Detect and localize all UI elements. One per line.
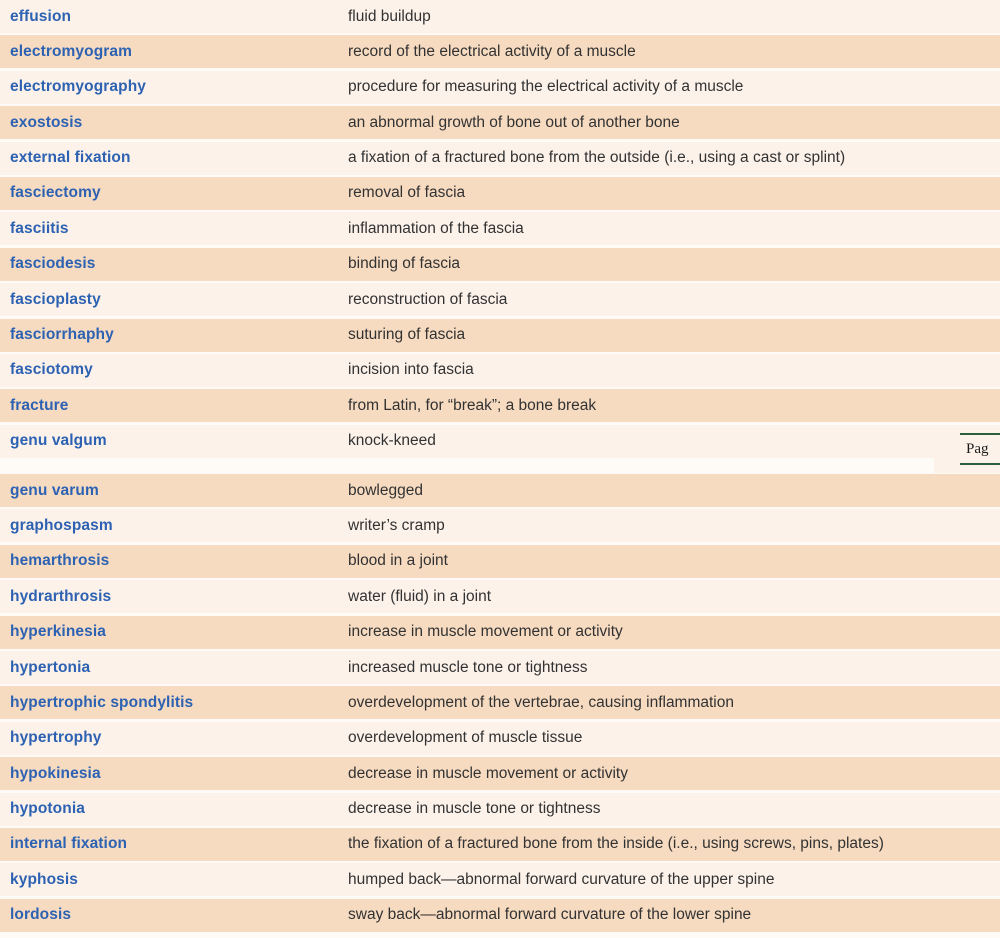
glossary-definition: water (fluid) in a joint bbox=[348, 587, 492, 605]
glossary-definition: a fixation of a fractured bone from the outside (i.e., using a cast or splint) bbox=[348, 149, 846, 167]
glossary-term-link[interactable]: external fixation bbox=[10, 149, 131, 167]
glossary-definition: overdevelopment of muscle tissue bbox=[348, 729, 583, 747]
glossary-definition: increase in muscle movement or activity bbox=[348, 623, 623, 641]
glossary-definition: writer’s cramp bbox=[348, 516, 445, 534]
glossary-definition: increased muscle tone or tightness bbox=[348, 658, 588, 676]
glossary-row bbox=[0, 106, 1000, 139]
glossary-row bbox=[0, 899, 1000, 932]
glossary-term-link[interactable]: hypertonia bbox=[10, 658, 91, 676]
glossary-term-link[interactable]: hypokinesia bbox=[10, 764, 101, 782]
glossary-term-link[interactable]: hypertrophy bbox=[10, 729, 102, 747]
glossary-term-link[interactable]: genu varum bbox=[10, 481, 99, 499]
glossary-definition: bowlegged bbox=[348, 481, 423, 499]
glossary-row bbox=[0, 389, 1000, 422]
glossary-row bbox=[0, 757, 1000, 790]
glossary-definition: sway back—abnormal forward curvature of the lower spine bbox=[348, 906, 752, 924]
page-break-marker bbox=[934, 429, 1000, 473]
glossary-row bbox=[0, 283, 1000, 316]
glossary-definition: removal of fascia bbox=[348, 184, 466, 202]
glossary-row bbox=[0, 509, 1000, 542]
glossary-term-link[interactable]: fasciotomy bbox=[10, 361, 93, 379]
glossary-row bbox=[0, 651, 1000, 684]
glossary-row bbox=[0, 425, 1000, 458]
glossary-row bbox=[0, 793, 1000, 826]
glossary-definition: an abnormal growth of bone out of another bone bbox=[348, 113, 680, 131]
glossary-row bbox=[0, 580, 1000, 613]
glossary-row bbox=[0, 354, 1000, 387]
glossary-definition: reconstruction of fascia bbox=[348, 290, 508, 308]
glossary-definition: fluid buildup bbox=[348, 7, 431, 25]
glossary-term-link[interactable]: fascioplasty bbox=[10, 290, 101, 308]
glossary-row bbox=[0, 828, 1000, 861]
glossary-term-link[interactable]: effusion bbox=[10, 7, 72, 25]
glossary-definition: decrease in muscle movement or activity bbox=[348, 764, 628, 782]
glossary-definition: from Latin, for “break”; a bone break bbox=[348, 396, 597, 414]
glossary-term-link[interactable]: hypertrophic spondylitis bbox=[10, 693, 194, 711]
glossary-row bbox=[0, 686, 1000, 719]
glossary-definition: procedure for measuring the electrical activity of a muscle bbox=[348, 78, 744, 96]
glossary-row bbox=[0, 863, 1000, 896]
page-break-gap bbox=[0, 460, 1000, 474]
glossary-term-link[interactable]: fasciectomy bbox=[10, 184, 101, 202]
glossary-term-link[interactable]: hyperkinesia bbox=[10, 623, 106, 641]
glossary-definition: the fixation of a fractured bone from the inside (i.e., using screws, pins, plates) bbox=[348, 835, 884, 853]
page-break-label: Pag bbox=[966, 440, 989, 457]
glossary-definition: overdevelopment of the vertebrae, causing inflammation bbox=[348, 693, 734, 711]
glossary-term-link[interactable]: internal fixation bbox=[10, 835, 128, 853]
glossary-term-link[interactable]: lordosis bbox=[10, 906, 72, 924]
glossary-row bbox=[0, 616, 1000, 649]
glossary-row bbox=[0, 212, 1000, 245]
glossary-term-link[interactable]: electromyogram bbox=[10, 42, 133, 60]
glossary-definition: incision into fascia bbox=[348, 361, 474, 379]
glossary-term-link[interactable]: hemarthrosis bbox=[10, 552, 110, 570]
glossary-row bbox=[0, 474, 1000, 507]
glossary-row bbox=[0, 71, 1000, 104]
glossary-row bbox=[0, 248, 1000, 281]
glossary-term-link[interactable]: exostosis bbox=[10, 113, 83, 131]
glossary-row bbox=[0, 142, 1000, 175]
glossary-term-link[interactable]: electromyography bbox=[10, 78, 146, 96]
glossary-definition: humped back—abnormal forward curvature of the upper spine bbox=[348, 870, 775, 888]
glossary-definition: record of the electrical activity of a muscle bbox=[348, 42, 636, 60]
glossary-definition: knock-kneed bbox=[348, 432, 436, 450]
glossary-row bbox=[0, 177, 1000, 210]
page-break-rules bbox=[960, 433, 1000, 465]
glossary-term-link[interactable]: fasciorrhaphy bbox=[10, 326, 114, 344]
glossary-term-link[interactable]: fracture bbox=[10, 396, 69, 414]
glossary-term-link[interactable]: fasciodesis bbox=[10, 255, 96, 273]
glossary-definition: suturing of fascia bbox=[348, 326, 466, 344]
glossary-term-link[interactable]: fasciitis bbox=[10, 219, 69, 237]
glossary-term-link[interactable]: graphospasm bbox=[10, 516, 113, 534]
glossary-term-link[interactable]: hydrarthrosis bbox=[10, 587, 112, 605]
glossary-row bbox=[0, 722, 1000, 755]
glossary-row bbox=[0, 35, 1000, 68]
glossary-definition: inflammation of the fascia bbox=[348, 219, 524, 237]
glossary-row bbox=[0, 0, 1000, 33]
glossary-definition: decrease in muscle tone or tightness bbox=[348, 800, 601, 818]
glossary-definition: binding of fascia bbox=[348, 255, 461, 273]
glossary-term-link[interactable]: kyphosis bbox=[10, 870, 78, 888]
glossary-row bbox=[0, 319, 1000, 352]
glossary-term-link[interactable]: genu valgum bbox=[10, 432, 107, 450]
glossary-definition: blood in a joint bbox=[348, 552, 448, 570]
glossary-row bbox=[0, 545, 1000, 578]
glossary-term-link[interactable]: hypotonia bbox=[10, 800, 85, 818]
